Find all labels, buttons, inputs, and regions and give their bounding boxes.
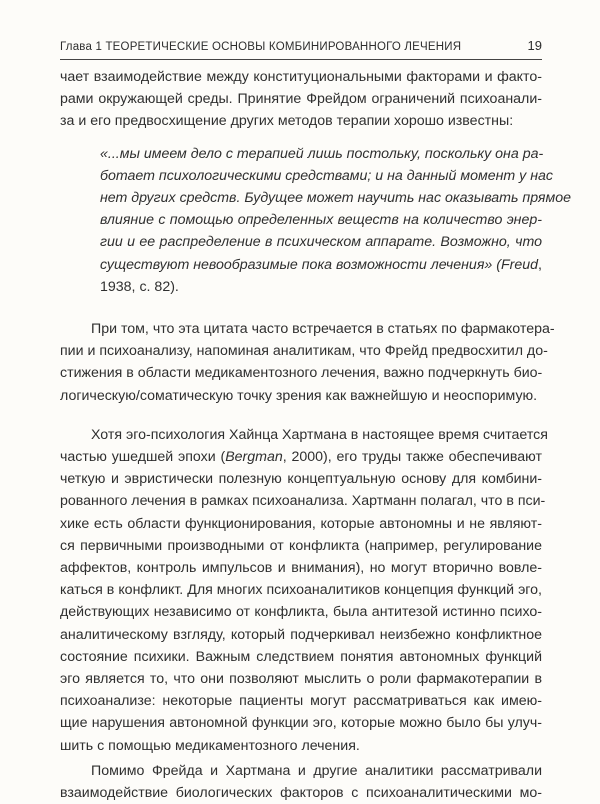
text-line: При том, что эта цитата часто встречается в статьях по фармакотера- xyxy=(91,321,555,338)
text-fragment: , 2000), его труды также обеспечивают xyxy=(282,449,542,466)
text-line: психоанализе: некоторые пациенты могут рассматриваться как имею- xyxy=(60,693,542,710)
text-line: Хотя эго-психология Хайнца Хартмана в настоящее время считается xyxy=(91,426,548,443)
text-line: взаимодействие биологических факторов с психоаналитическими мо- xyxy=(60,785,542,802)
page-number: 19 xyxy=(527,38,542,53)
text-line: пии и психоанализу, напоминая аналитикам, что Фрейд предвосхитил до- xyxy=(60,343,548,360)
text-fragment: частью ушедшей эпохи ( xyxy=(60,449,226,466)
citation-author: Freud xyxy=(500,256,539,273)
text-line: каться в конфликт. Для многих психоаналитиков концепция функций эго, xyxy=(60,582,542,599)
block-quote xyxy=(100,143,572,298)
paragraph-3 xyxy=(60,760,542,804)
citation-author: Bergman xyxy=(225,449,283,466)
quote-text: существуют невообразимые пока возможности лечения» ( xyxy=(100,256,501,273)
quote-line xyxy=(100,254,542,276)
text-line: аффектов, контроль импульсов и внимания), но могут вторично вовле- xyxy=(60,560,542,577)
text-line: логическую/соматическую точку зрения как важнейшую и неоспоримую. xyxy=(60,387,538,404)
text-line: действующих независимо от конфликта, была антитезой истинно психо- xyxy=(60,604,542,621)
quote-line: ботает психологическими средствами; и на данный момент у нас xyxy=(100,167,553,184)
text-line: аналитическому взгляду, который подчеркивал неизбежно конфликтное xyxy=(60,626,542,643)
intro-paragraph xyxy=(60,66,542,133)
text-line: за и его предвосхищение других методов терапии хорошо известны: xyxy=(60,113,514,130)
text-line: чает взаимодействие между конституциональными факторами и факто- xyxy=(60,69,542,85)
quote-line: гии и ее распределение в психическом аппарате. Возможно, что xyxy=(100,234,542,251)
paragraph-1 xyxy=(60,318,555,407)
text-line xyxy=(60,446,542,468)
text-line: ся первичными производными от конфликта (например, регулирование xyxy=(60,537,542,554)
text-line: четкую и эвристически полезную концептуальную основу для комбини- xyxy=(60,471,542,488)
text-line: состояние психики. Важным следствием понятия автономных функций xyxy=(60,648,542,665)
citation-sep: , xyxy=(538,256,542,273)
paragraph-2 xyxy=(60,424,548,757)
quote-line: влияние с помощью определенных веществ на количество энер- xyxy=(100,212,542,229)
running-head xyxy=(60,38,542,53)
quote-line: нет других средств. Будущее может научить нас оказывать прямое xyxy=(100,190,572,207)
text-line: щие нарушения автономной функции эго, которые можно было бы улуч- xyxy=(60,715,542,732)
body-text xyxy=(60,66,572,804)
text-line: стижения в области медикаментозного лечения, важно подчеркнуть био- xyxy=(60,365,543,382)
text-line: эго является то, что они позволяют мыслить о роли фармакотерапии в xyxy=(60,671,542,688)
text-line: хике есть области функционирования, которые автономны и не являют- xyxy=(60,515,542,532)
text-line: рованного лечения в рамках психоанализа. Хартманн полагал, что в пси- xyxy=(60,493,546,510)
text-line: рами окружающей среды. Принятие Фрейдом ограничений психоанали- xyxy=(60,91,542,108)
text-line: шить с помощью медикаментозного лечения. xyxy=(60,737,360,754)
chapter-title: Глава 1 ТЕОРЕТИЧЕСКИЕ ОСНОВЫ КОМБИНИРОВАННОГО ЛЕЧЕНИЯ xyxy=(60,41,462,53)
citation-year: 1938, с. 82). xyxy=(100,278,179,295)
quote-line: «...мы имеем дело с терапией лишь постольку, поскольку она ра- xyxy=(100,145,544,162)
text-line: Помимо Фрейда и Хартмана и другие аналитики рассматривали xyxy=(91,762,542,779)
header-rule xyxy=(60,59,542,60)
